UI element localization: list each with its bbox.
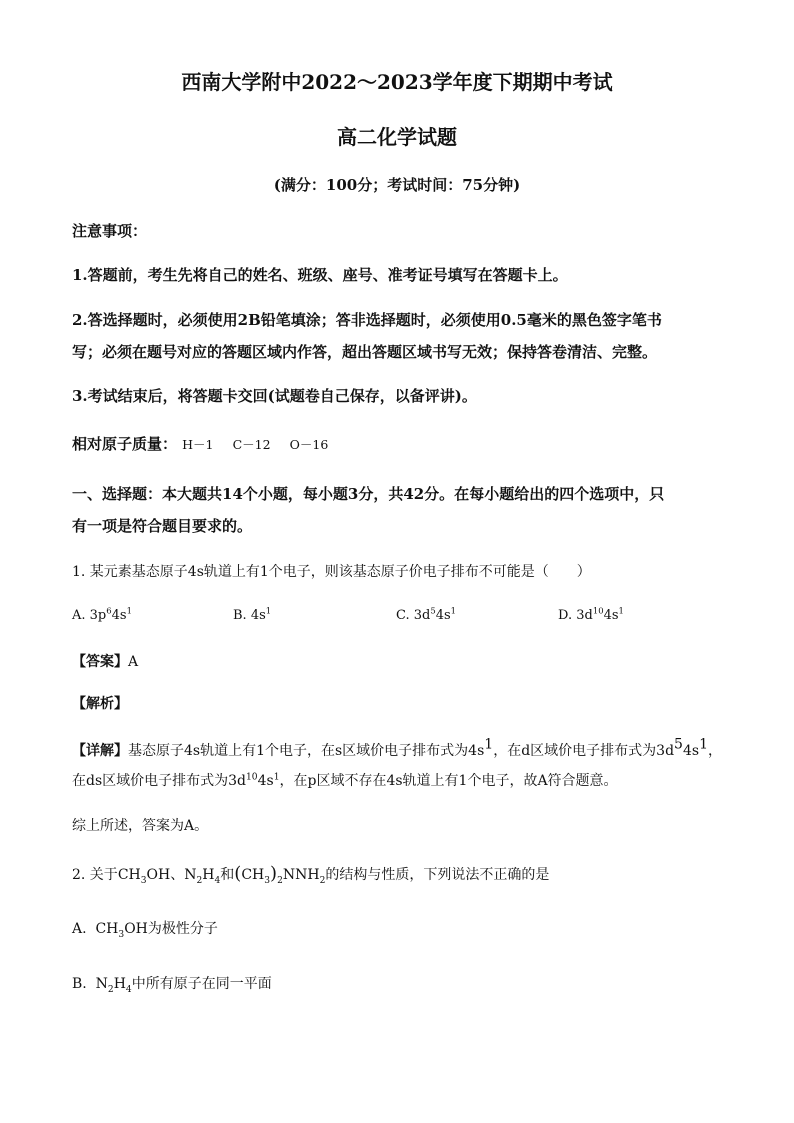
analysis-tag: 【解析】 [72, 696, 128, 712]
formula: CH [95, 921, 119, 937]
superscript: 10 [592, 605, 604, 616]
option-label: B. [233, 608, 251, 623]
exam-info: (满分：100分；考试时间：75分钟) [273, 176, 521, 194]
detail-text: 基态原子4s轨道上有1个电子，在s区域价电子排布式为4s [128, 743, 485, 759]
superscript: 5 [430, 605, 436, 616]
formula: OH [146, 867, 171, 883]
formula: N [95, 976, 108, 992]
detail-text: 在ds区域价电子排布式为3d [72, 773, 247, 789]
subscript: 3 [140, 875, 147, 886]
formula: CH [117, 867, 141, 883]
q1-option-b [233, 605, 272, 623]
stem-text: 、 [170, 867, 185, 883]
detail-text: 4s [682, 743, 700, 759]
superscript: 1 [699, 736, 708, 753]
formula: OH [124, 921, 148, 937]
superscript: 10 [246, 772, 258, 783]
formula: N [184, 867, 197, 883]
atomic-mass-o: O－16 [289, 437, 329, 452]
superscript: 5 [674, 736, 683, 753]
q2-option-b [72, 976, 272, 995]
q1-summary: 综上所述，答案为A。 [72, 818, 209, 834]
atomic-mass-label: 相对原子质量： [72, 435, 178, 453]
subscript: 2 [196, 875, 203, 886]
option-label: B. [72, 976, 92, 992]
formula: H [113, 976, 126, 992]
superscript: 6 [106, 605, 112, 616]
atomic-mass-line [72, 436, 328, 452]
formula: H [202, 867, 215, 883]
superscript: 1 [126, 605, 132, 616]
option-text: 4s [250, 608, 266, 623]
subscript: 3 [264, 875, 271, 886]
stem-text: 的结构与性质，下列说法不正确的是 [325, 867, 550, 883]
notice-item: 写；必须在题号对应的答题区域内作答，超出答题区域书写无效；保持答卷清洁、完整。 [72, 343, 658, 361]
page-title: 西南大学附中2022～2023学年度下期期中考试 [181, 70, 613, 94]
notice-item: 3.考试结束后，将答题卡交回(试题卷自己保存，以备评讲)。 [72, 387, 477, 405]
q1-answer [72, 653, 138, 669]
page-subtitle: 高二化学试题 [337, 125, 457, 149]
superscript: 1 [484, 736, 494, 753]
option-label: A. [72, 921, 92, 937]
option-text: 为极性分子 [147, 921, 218, 937]
answer-value: A [128, 654, 139, 670]
option-text: 中所有原子在同一平面 [131, 976, 272, 992]
notice-item: 2.答选择题时，必须使用2B铅笔填涂；答非选择题时，必须使用0.5毫米的黑色签字笔书 [72, 311, 662, 329]
detail-text: ，在p区域不存在4s轨道上有1个电子，故A符合题意。 [279, 773, 618, 789]
detail-tag: 【详解】 [72, 743, 128, 759]
q1-option-c [396, 605, 457, 623]
answer-tag: 【答案】 [72, 654, 128, 670]
subscript: 3 [118, 929, 125, 940]
superscript: 1 [273, 772, 280, 783]
formula-paren: ) [270, 863, 278, 884]
q1-option-d [558, 605, 624, 623]
subscript: 4 [125, 984, 132, 995]
atomic-mass-c: C－12 [232, 437, 271, 452]
formula: NNH [282, 867, 320, 883]
option-text: 3p [89, 608, 107, 623]
section-heading-cont: 有一项是符合题目要求的。 [72, 517, 253, 535]
option-text: 3d [576, 608, 593, 623]
q2-option-a [72, 921, 218, 940]
detail-text: 4s [257, 773, 274, 789]
section-heading: 一、选择题：本大题共14个小题，每小题3分，共42分。在每小题给出的四个选项中，只 [72, 485, 665, 503]
option-label: C. [396, 608, 414, 623]
option-text: 4s [603, 608, 619, 623]
option-label: A. [72, 608, 90, 623]
superscript: 1 [265, 605, 272, 616]
atomic-mass-h: H－1 [182, 437, 214, 452]
q1-detail-line2 [72, 774, 618, 788]
formula-paren: ( [234, 863, 242, 884]
option-text: 3d [413, 608, 431, 623]
notice-heading: 注意事项： [72, 222, 148, 240]
subscript: 2 [277, 875, 283, 886]
superscript: 1 [450, 605, 457, 616]
formula: CH [241, 867, 265, 883]
subscript: 2 [319, 875, 326, 886]
q1-option-a [72, 605, 132, 623]
subscript: 2 [107, 984, 114, 995]
question-2-stem [72, 863, 550, 886]
subscript: 4 [214, 875, 221, 886]
stem-text: 2. 关于 [72, 867, 118, 883]
notice-item: 1.答题前，考生先将自己的姓名、班级、座号、准考证号填写在答题卡上。 [72, 266, 568, 284]
option-text: 4s [111, 608, 127, 623]
option-label: D. [558, 608, 577, 623]
superscript: 1 [618, 605, 624, 616]
question-1-stem: 1. 某元素基态原子4s轨道上有1个电子，则该基态原子价电子排布不可能是（ ） [72, 564, 591, 580]
option-text: 4s [435, 608, 451, 623]
stem-text: 和 [220, 867, 235, 883]
detail-text: ，在d区域价电子排布式为3d [493, 743, 675, 759]
q1-detail-line1 [72, 736, 722, 759]
detail-text: ， [707, 743, 722, 759]
